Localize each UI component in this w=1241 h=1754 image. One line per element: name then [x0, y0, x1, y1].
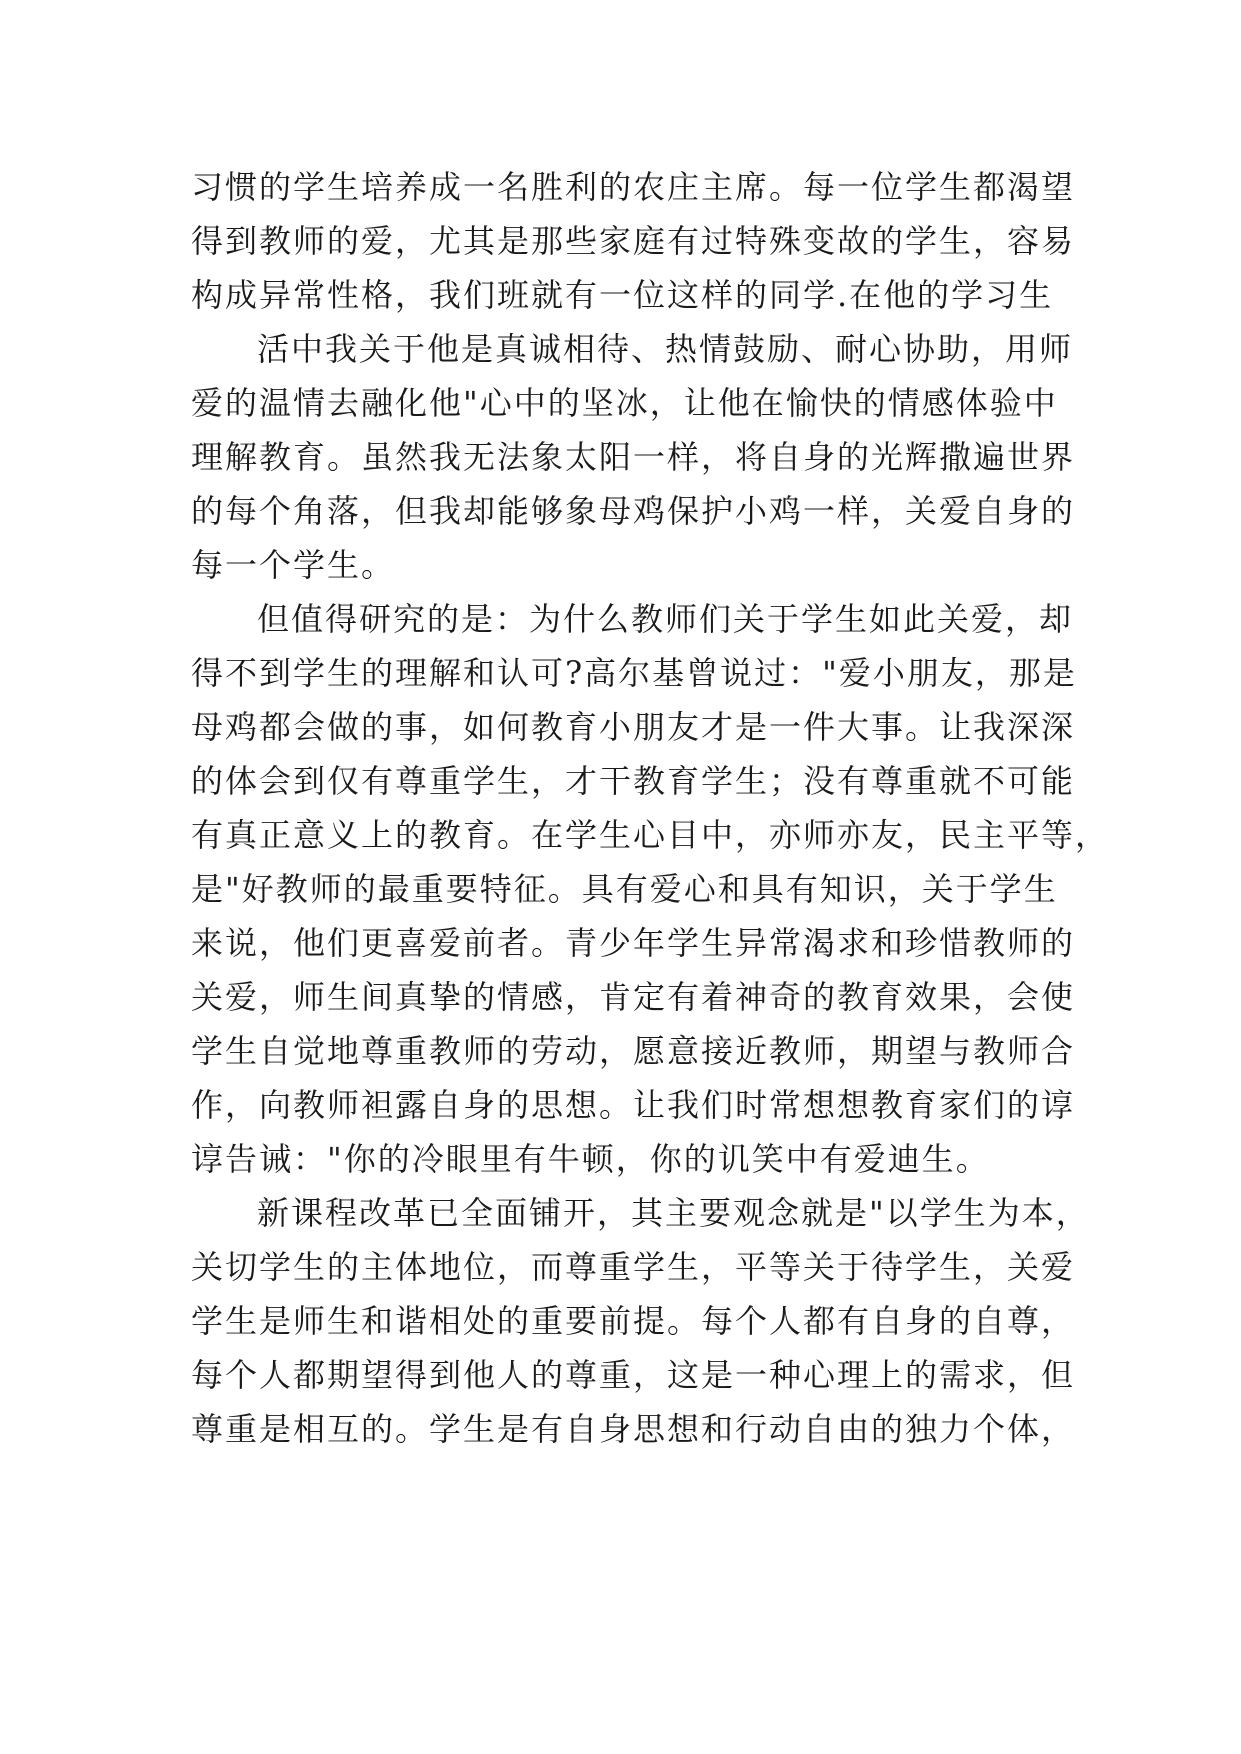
text-line: 每个人都期望得到他人的尊重，这是一种心理上的需求，但	[191, 1356, 1076, 1394]
text-line: 的体会到仅有尊重学生，才干教育学生；没有尊重就不可能	[191, 762, 1076, 800]
text-line: 有真正意义上的教育。在学生心目中，亦师亦友，民主平等，	[191, 816, 1110, 854]
text-line: 关切学生的主体地位，而尊重学生，平等关于待学生，关爱	[191, 1248, 1076, 1286]
text-line: 习惯的学生培养成一名胜利的农庄主席。每一位学生都渴望	[191, 168, 1076, 206]
text-line: 理解教育。虽然我无法象太阳一样，将自身的光辉撒遍世界	[191, 438, 1076, 476]
text-line: 来说，他们更喜爱前者。青少年学生异常渴求和珍惜教师的	[191, 924, 1076, 962]
text-line: 母鸡都会做的事，如何教育小朋友才是一件大事。让我深深	[191, 708, 1076, 746]
text-line: 得不到学生的理解和认可?高尔基曾说过："爱小朋友，那是	[191, 654, 1077, 692]
text-line: 学生是师生和谐相处的重要前提。每个人都有自身的自尊，	[191, 1302, 1076, 1340]
text-line: 作，向教师袒露自身的思想。让我们时常想想教育家们的谆	[191, 1086, 1076, 1124]
text-line: 关爱，师生间真挚的情感，肯定有着神奇的教育效果，会使	[191, 978, 1076, 1016]
text-line: 新课程改革已全面铺开，其主要观念就是"以学生为本，	[257, 1194, 1090, 1232]
text-line: 谆告诫："你的冷眼里有牛顿，你的讥笑中有爱迪生。	[191, 1140, 990, 1178]
text-line: 但值得研究的是：为什么教师们关于学生如此关爱，却	[257, 600, 1074, 638]
text-line: 活中我关于他是真诚相待、热情鼓励、耐心协助，用师	[257, 330, 1074, 368]
text-line: 构成异常性格，我们班就有一位这样的同学.在他的学习生	[191, 276, 1054, 314]
document-body	[191, 160, 1110, 1456]
text-line: 得到教师的爱，尤其是那些家庭有过特殊变故的学生，容易	[191, 222, 1076, 260]
text-line: 尊重是相互的。学生是有自身思想和行动自由的独力个体，	[191, 1410, 1076, 1448]
text-line: 学生自觉地尊重教师的劳动，愿意接近教师，期望与教师合	[191, 1032, 1076, 1070]
text-line: 的每个角落，但我却能够象母鸡保护小鸡一样，关爱自身的	[191, 492, 1076, 530]
text-line: 是"好教师的最重要特征。具有爱心和具有知识，关于学生	[191, 870, 1058, 908]
text-line: 每一个学生。	[191, 546, 396, 584]
text-line: 爱的温情去融化他"心中的坚冰，让他在愉快的情感体验中	[191, 384, 1058, 422]
